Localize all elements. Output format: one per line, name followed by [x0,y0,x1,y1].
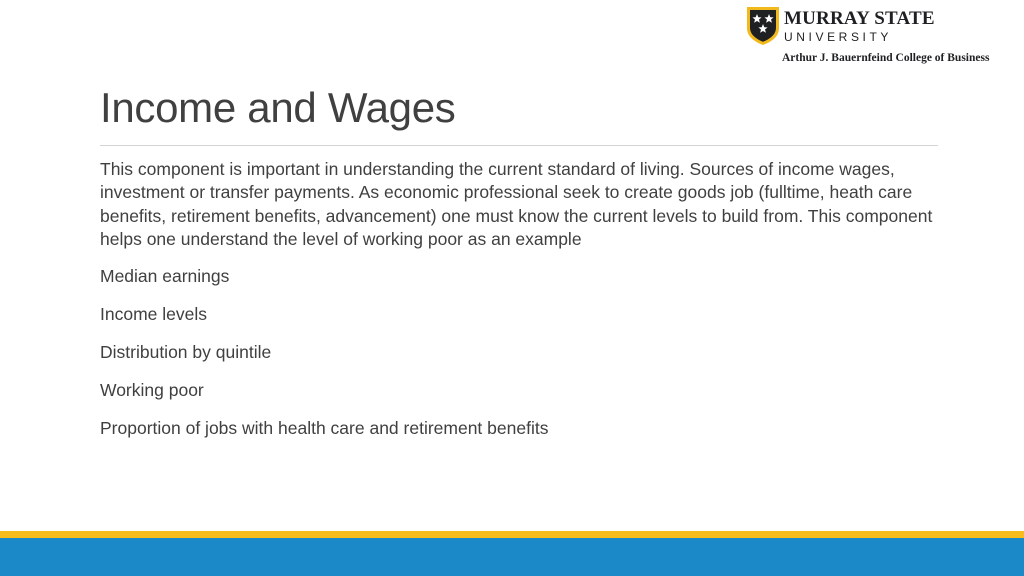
list-item: Working poor [100,379,204,400]
list-item: Distribution by quintile [100,341,272,362]
slide-title: Income and Wages [100,84,456,131]
list-item: Income levels [100,303,207,324]
logo-name: MURRAY STATE [784,8,935,29]
list-item: Proportion of jobs with health care and retirement benefits [100,417,549,438]
title-divider [100,145,938,146]
list-item: Median earnings [100,265,230,286]
footer-band-yellow [0,531,1024,538]
slide-body [100,158,940,454]
intro-paragraph: This component is important in understanding the current standard of living. Sources of income wages, investment or transfer payments. As economic professional seek to create goods job (fulltime, heath care benefits, retirement benefits, advancement) one must know the current levels to build from. This component helps one understand the level of working poor as an example [100,159,933,250]
shield-icon [746,6,780,46]
logo-college-name: Arthur J. Bauernfeind College of Business [782,52,990,64]
footer-band-blue [0,538,1024,576]
university-logo [746,6,1024,68]
logo-university: UNIVERSITY [784,30,893,44]
